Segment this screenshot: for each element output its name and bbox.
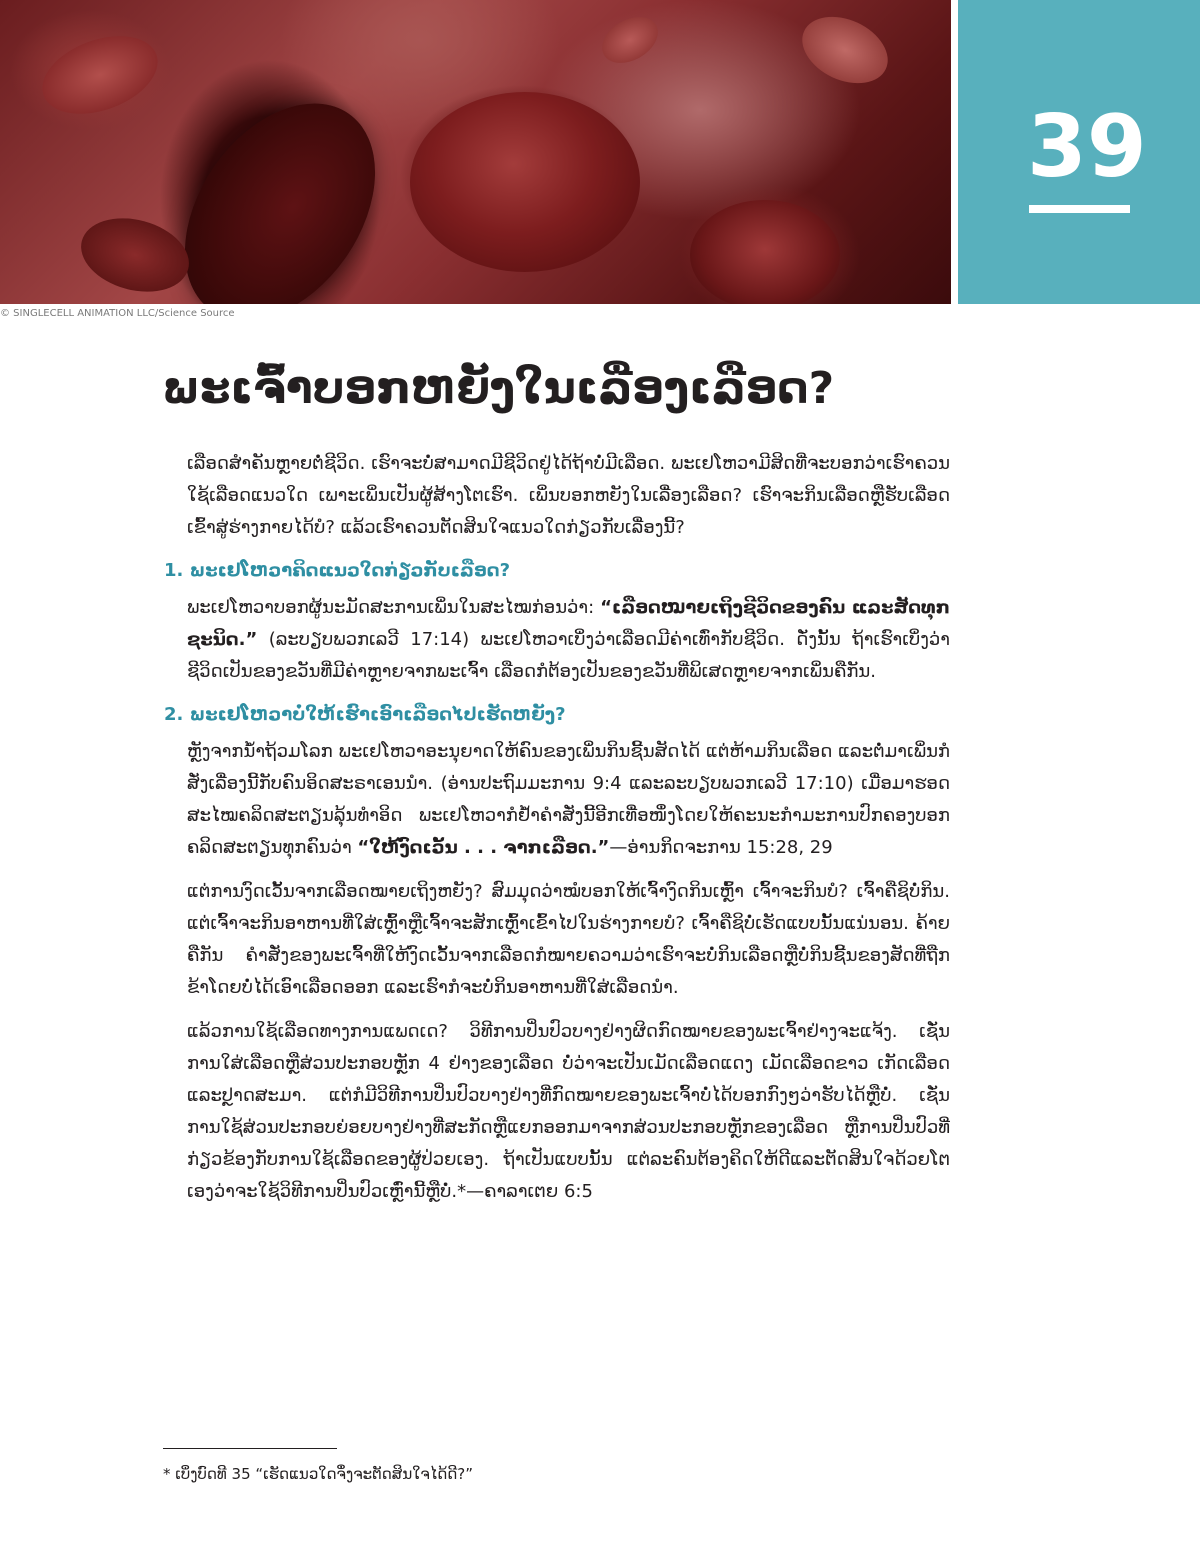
blood-cell	[792, 4, 899, 96]
question-heading-2: 2. ພະເຢໂຫວາບໍ່ໃຫ້ເຮົາເອົາເລືອດໄປເຮັດຫຍັງ?	[164, 704, 566, 725]
lesson-number-underline	[1029, 205, 1130, 213]
footnote	[163, 1462, 963, 1486]
section-2-paragraph-2: ແຕ່ການງົດເວັ້ນຈາກເລືອດໝາຍເຖິງຫຍັງ? ສົມມຸດວ່າໝໍບອກໃຫ້ເຈົ້າງົດກິນເຫຼົ້າ ເຈົ້າຈະກິນບໍ? ເຈົ້າຄືຊິບໍ່ກິນ. ແຕ່ເຈົ້າຈະກິນອາຫານທີ່ໃສ່ເຫຼົ້າຫຼືເຈົ້າຈະສັກເຫຼົ້າເຂົ້າໄປໃນຮ່າງກາຍບໍ? ເຈົ້າຄືຊິບໍ່ເຮັດແບບນັ້ນແນ່ນອນ. ຄ້າຍຄືກັນ ຄຳສັ່ງຂອງພະເຈົ້າທີ່ໃຫ້ງົດເວັ້ນຈາກເລືອດກໍໝາຍຄວາມວ່າເຮົາຈະບໍ່ກິນເລືອດຫຼືບໍ່ກິນຊີ້ນຂອງສັດທີ່ຖືກຂ້າໂດຍບໍ່ໄດ້ເອົາເລືອດອອກ ແລະເຮົາກໍຈະບໍ່ກິນອາຫານທີ່ໃສ່ເລືອດນຳ.	[187, 881, 950, 998]
section-1-lead: ພະເຢໂຫວາບອກຜູ້ນະມັດສະການເພິ່ນໃນສະໄໝກ່ອນວ່າ:	[187, 597, 601, 618]
lesson-number: 39	[1027, 97, 1147, 197]
section-2-lead: ຫຼັງຈາກນ້ຳຖ້ວມໂລກ ພະເຢໂຫວາອະນຸຍາດໃຫ້ຄົນຂອງເພິ່ນກິນຊີ້ນສັດໄດ້ ແຕ່ຫ້າມກິນເລືອດ ແລະຕໍ່ມາເພິ່ນກໍສັ່ງເລື່ອງນີ້ກັບຄົນອິດສະຣາເອນນຳ. (ອ່ານປະຖົມມະການ 9:4 ແລະລະບຽບພວກເລວີ 17:10) ເມື່ອມາຮອດສະໄໝຄລິດສະຕຽນລຸ້ນທຳອິດ ພະເຢໂຫວາກໍຢ້ຳຄຳສັ່ງນີ້ອີກເທື່ອໜຶ່ງໂດຍໃຫ້ຄະນະກຳມະການປົກຄອງບອກຄລິດສະຕຽນທຸກຄົນວ່າ	[187, 741, 950, 858]
scripture-reference: —ຄາລາເຕຍ 6:5	[466, 1181, 593, 1202]
blood-cell	[32, 22, 169, 129]
photo-credit: © SINGLECELL ANIMATION LLC/Science Source	[0, 308, 235, 319]
hero-image	[0, 0, 951, 304]
question-heading-1: 1. ພະເຢໂຫວາຄິດແນວໃດກ່ຽວກັບເລືອດ?	[164, 560, 511, 581]
footnote-marker[interactable]: *	[457, 1181, 467, 1202]
section-2-p3-text: ແລ້ວການໃຊ້ເລືອດທາງການແພດເດ? ວິທີການປິ່ນປົວບາງຢ່າງຜິດກົດໝາຍຂອງພະເຈົ້າຢ່າງຈະແຈ້ງ. ເຊັ່ນ ການໃສ່ເລືອດຫຼືສ່ວນປະກອບຫຼັກ 4 ຢ່າງຂອງເລືອດ ບໍ່ວ່າຈະເປັນເມັດເລືອດແດງ ເມັດເລືອດຂາວ ເກັດເລືອດ ແລະປຼາດສະມາ. ແຕ່ກໍມີວິທີການປິ່ນປົວບາງຢ່າງທີ່ກົດໝາຍຂອງພະເຈົ້າບໍ່ໄດ້ບອກກົງໆວ່າຮັບໄດ້ຫຼືບໍ່. ເຊັ່ນ ການໃຊ້ສ່ວນປະກອບຍ່ອຍບາງຢ່າງທີ່ສະກັດຫຼືແຍກອອກມາຈາກສ່ວນປະກອບຫຼັກຂອງເລືອດ ຫຼືການປິ່ນປົວທີ່ກ່ຽວຂ້ອງກັບການໃຊ້ເລືອດຂອງຜູ້ປ່ວຍເອງ. ຖ້າເປັນແບບນັ້ນ ແຕ່ລະຄົນຕ້ອງຄິດໃຫ້ດີແລະຕັດສິນໃຈດ້ວຍໂຕເອງວ່າຈະໃຊ້ວິທີການປິ່ນປົວເຫຼົ່ານີ້ຫຼືບໍ່.	[187, 1021, 950, 1202]
page-title: ພະເຈົ້າບອກຫຍັງໃນເລື່ອງເລືອດ?	[162, 363, 835, 414]
scripture-reference: —ອ່ານກິດຈະການ 15:28, 29	[609, 837, 833, 858]
section-2-paragraph-1	[187, 736, 950, 864]
section-1-rest: (ລະບຽບພວກເລວີ 17:14) ພະເຢໂຫວາເບິ່ງວ່າເລືອດມີຄ່າເທົ່າກັບຊີວິດ. ດັ່ງນັ້ນ ຖ້າເຮົາເບິ່ງວ່າຊີວິດເປັນຂອງຂວັນທີ່ມີຄ່າຫຼາຍຈາກພະເຈົ້າ ເລືອດກໍຕ້ອງເປັນຂອງຂວັນທີ່ພິເສດຫຼາຍຈາກເພິ່ນຄືກັນ.	[187, 629, 950, 682]
blood-cell	[594, 8, 666, 73]
scripture-quote: “ເລືອດໝາຍເຖິງຊີວິດຂອງຄົນ ແລະສັດທຸກຊະນິດ.”	[187, 597, 951, 650]
section-2-paragraph-3	[187, 1016, 950, 1208]
blood-cell	[410, 92, 640, 272]
article-body	[164, 448, 951, 1220]
blood-cell	[690, 200, 840, 304]
intro-paragraph: ເລືອດສຳຄັນຫຼາຍຕໍ່ຊີວິດ. ເຮົາຈະບໍ່ສາມາດມີຊີວິດຢູ່ໄດ້ຖ້າບໍ່ມີເລືອດ. ພະເຢໂຫວາມີສິດທີ່ຈະບອກວ່າເຮົາຄວນໃຊ້ເລືອດແນວໃດ ເພາະເພິ່ນເປັນຜູ້ສ້າງໂຕເຮົາ. ເພິ່ນບອກຫຍັງໃນເລື່ອງເລືອດ? ເຮົາຈະກິນເລືອດຫຼືຮັບເລືອດເຂົ້າສູ່ຮ່າງກາຍໄດ້ບໍ? ແລ້ວເຮົາຄວນຕັດສິນໃຈແນວໃດກ່ຽວກັບເລື່ອງນີ້?	[187, 453, 950, 538]
footnote-text: ເບິ່ງບົດທີ 35 “ເຮັດແນວໃດຈຶ່ງຈະຕັດສິນໃຈໄດ້ດີ?”	[175, 1465, 474, 1483]
scripture-quote: “ໃຫ້ງົດເວັ້ນ . . . ຈາກເລືອດ.”	[357, 837, 610, 858]
section-1-paragraph	[187, 592, 950, 688]
blood-cell	[73, 207, 197, 303]
footnote-mark: *	[163, 1465, 171, 1483]
footnote-divider	[163, 1448, 337, 1449]
